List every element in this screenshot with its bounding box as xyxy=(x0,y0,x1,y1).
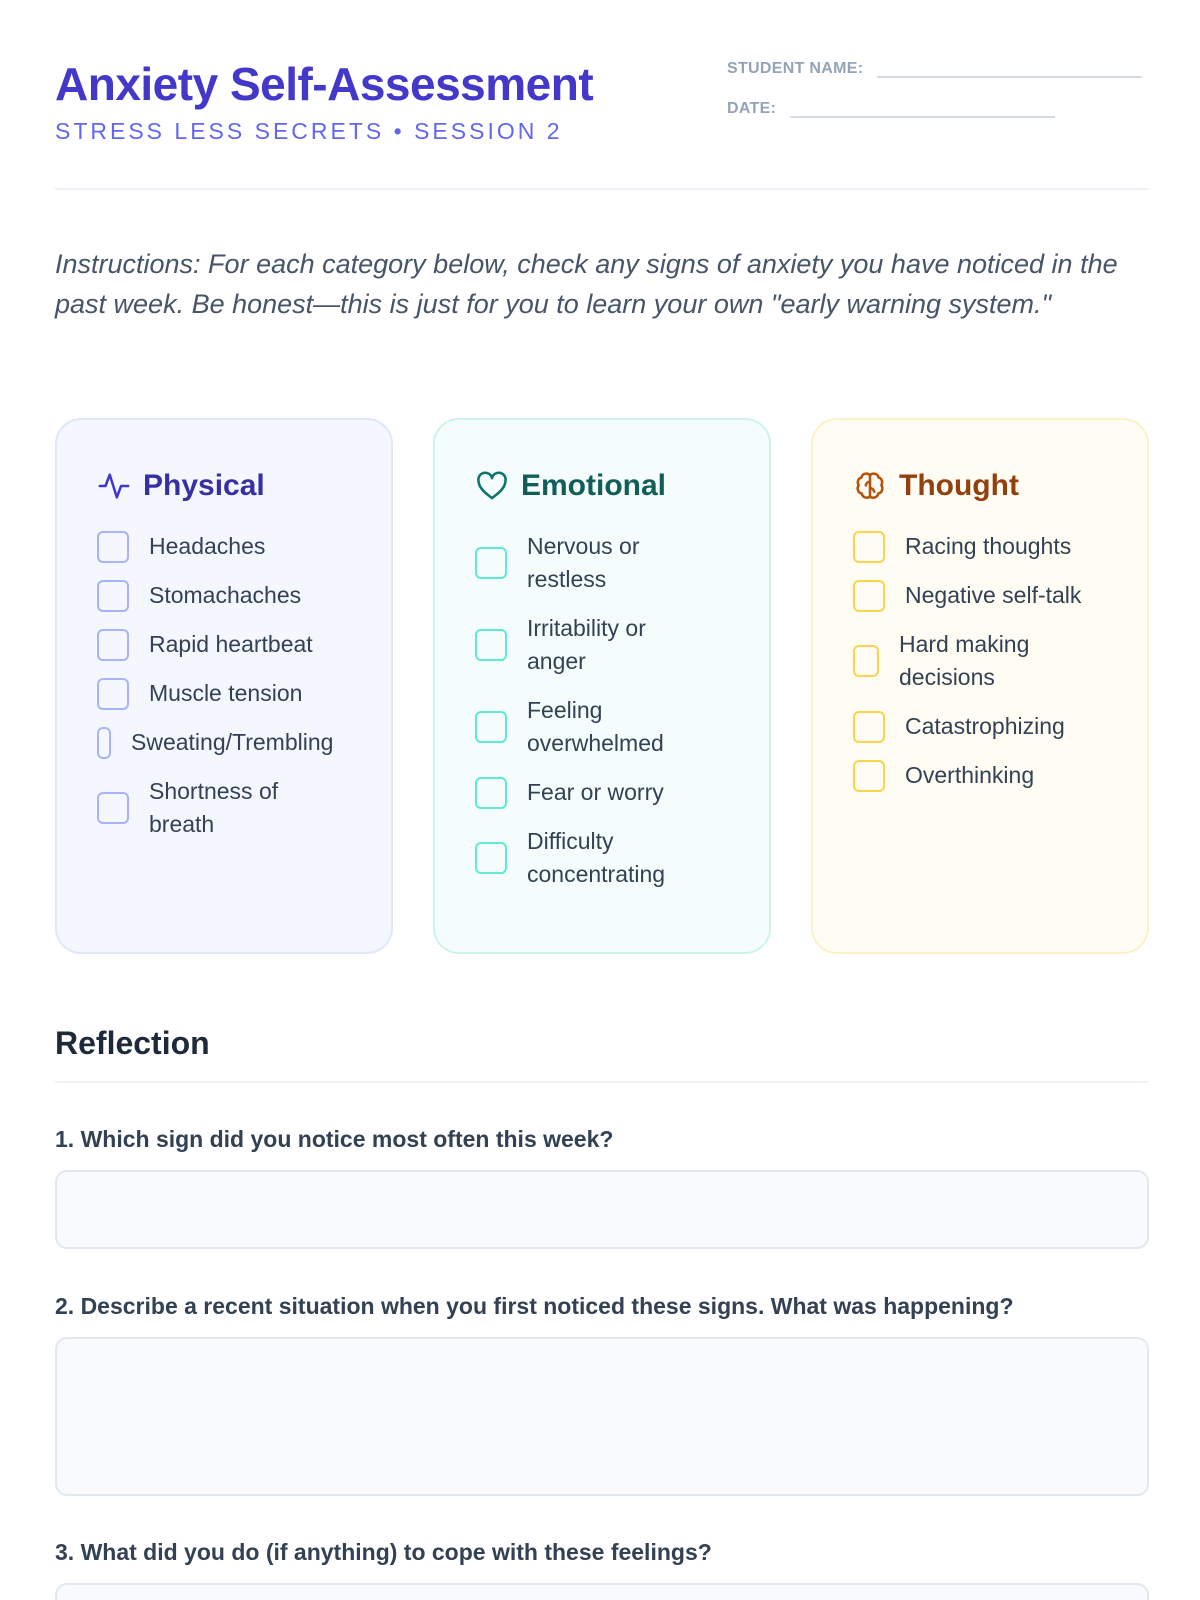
reflection-heading: Reflection xyxy=(55,1025,210,1061)
checklist-item-label: Catastrophizing xyxy=(905,713,1065,739)
page-title: Anxiety Self-Assessment xyxy=(55,58,594,110)
reflection-answer-1[interactable] xyxy=(55,1170,1149,1249)
checklist-item[interactable] xyxy=(97,620,391,669)
checklist-item-label: Headaches xyxy=(149,533,266,559)
checklist-item-label: Fear or worry xyxy=(527,779,664,805)
checkbox[interactable] xyxy=(97,580,129,612)
checklist-item-label: Shortness of breath xyxy=(149,778,279,837)
physical-card-header xyxy=(97,464,391,508)
emotional-card xyxy=(433,418,771,954)
reflection-question-2: 2. Describe a recent situation when you first noticed these signs. What was happening? xyxy=(55,1293,1014,1319)
physical-card-title: Physical xyxy=(143,469,265,502)
checklist-item[interactable] xyxy=(97,522,391,571)
reflection-answer-2[interactable] xyxy=(55,1337,1149,1496)
emotional-card-header xyxy=(475,464,769,508)
reflection-answer-3[interactable] xyxy=(55,1583,1149,1600)
header xyxy=(55,0,1149,190)
checklist-item-label: Overthinking xyxy=(905,762,1035,788)
checklist-item[interactable] xyxy=(853,702,1147,751)
checklist-item-label: Difficulty concentrating xyxy=(527,828,666,887)
date-field[interactable] xyxy=(790,98,1055,118)
checklist-item-label: Negative self-talk xyxy=(905,582,1082,608)
checklist-item[interactable] xyxy=(97,571,391,620)
checklist-item-label: Feeling overwhelmed xyxy=(527,697,664,756)
student-name-field[interactable] xyxy=(877,58,1142,78)
checklist-item-label: Rapid heartbeat xyxy=(149,631,313,657)
checklist-item[interactable] xyxy=(97,767,391,849)
reflection-question-3: 3. What did you do (if anything) to cope with these feelings? xyxy=(55,1539,712,1565)
checklist-item-label: Stomachaches xyxy=(149,582,302,608)
thought-card-title: Thought xyxy=(899,469,1019,502)
instructions-text: Instructions: For each category below, check any signs of anxiety you have noticed in the past week. Be honest—this is just for you to learn your own "early warning system." xyxy=(55,249,1118,319)
reflection-question-1: 1. Which sign did you notice most often this week? xyxy=(55,1126,614,1152)
checkbox[interactable] xyxy=(853,531,885,563)
checklist-item[interactable] xyxy=(97,718,391,767)
checkbox[interactable] xyxy=(97,792,129,824)
brain-icon xyxy=(853,469,887,503)
checkbox[interactable] xyxy=(475,711,507,743)
checklist-item[interactable] xyxy=(853,522,1147,571)
date-row xyxy=(727,98,1055,118)
checkbox[interactable] xyxy=(97,531,129,563)
thought-card-header xyxy=(853,464,1147,508)
checklist-item[interactable] xyxy=(475,604,769,686)
checklist-item[interactable] xyxy=(97,669,391,718)
checkbox[interactable] xyxy=(97,727,111,759)
checkbox[interactable] xyxy=(853,760,885,792)
page-subtitle: STRESS LESS SECRETS • SESSION 2 xyxy=(55,118,563,144)
checklist-item[interactable] xyxy=(475,768,769,817)
checklist-item[interactable] xyxy=(475,522,769,604)
checklist-item[interactable] xyxy=(853,620,1147,702)
checklist-item-label: Sweating/Trembling xyxy=(131,729,334,755)
checklist-item-label: Muscle tension xyxy=(149,680,303,706)
physical-card xyxy=(55,418,393,954)
checklist-item-label: Nervous or restless xyxy=(527,533,640,592)
date-label: DATE: xyxy=(727,100,777,117)
divider xyxy=(55,1081,1149,1083)
checkbox[interactable] xyxy=(853,711,885,743)
checklist-item[interactable] xyxy=(475,817,769,899)
checklist-item[interactable] xyxy=(853,751,1147,800)
checkbox[interactable] xyxy=(853,645,879,677)
checkbox[interactable] xyxy=(475,842,507,874)
thought-card xyxy=(811,418,1149,954)
student-name-label: STUDENT NAME: xyxy=(727,60,864,77)
checklist-item-label: Hard making decisions xyxy=(899,631,1030,690)
checklist-item[interactable] xyxy=(475,686,769,768)
checkbox[interactable] xyxy=(853,580,885,612)
checkbox[interactable] xyxy=(97,629,129,661)
checklist-item-label: Racing thoughts xyxy=(905,533,1072,559)
worksheet-page xyxy=(55,0,1149,1565)
checkbox[interactable] xyxy=(475,547,507,579)
checkbox[interactable] xyxy=(475,777,507,809)
heart-icon xyxy=(475,469,509,503)
student-name-row xyxy=(727,58,1142,78)
checkbox[interactable] xyxy=(97,678,129,710)
checklist-item[interactable] xyxy=(853,571,1147,620)
emotional-card-title: Emotional xyxy=(521,469,667,502)
activity-icon xyxy=(97,469,131,503)
checkbox[interactable] xyxy=(475,629,507,661)
checklist-item-label: Irritability or anger xyxy=(527,615,646,674)
